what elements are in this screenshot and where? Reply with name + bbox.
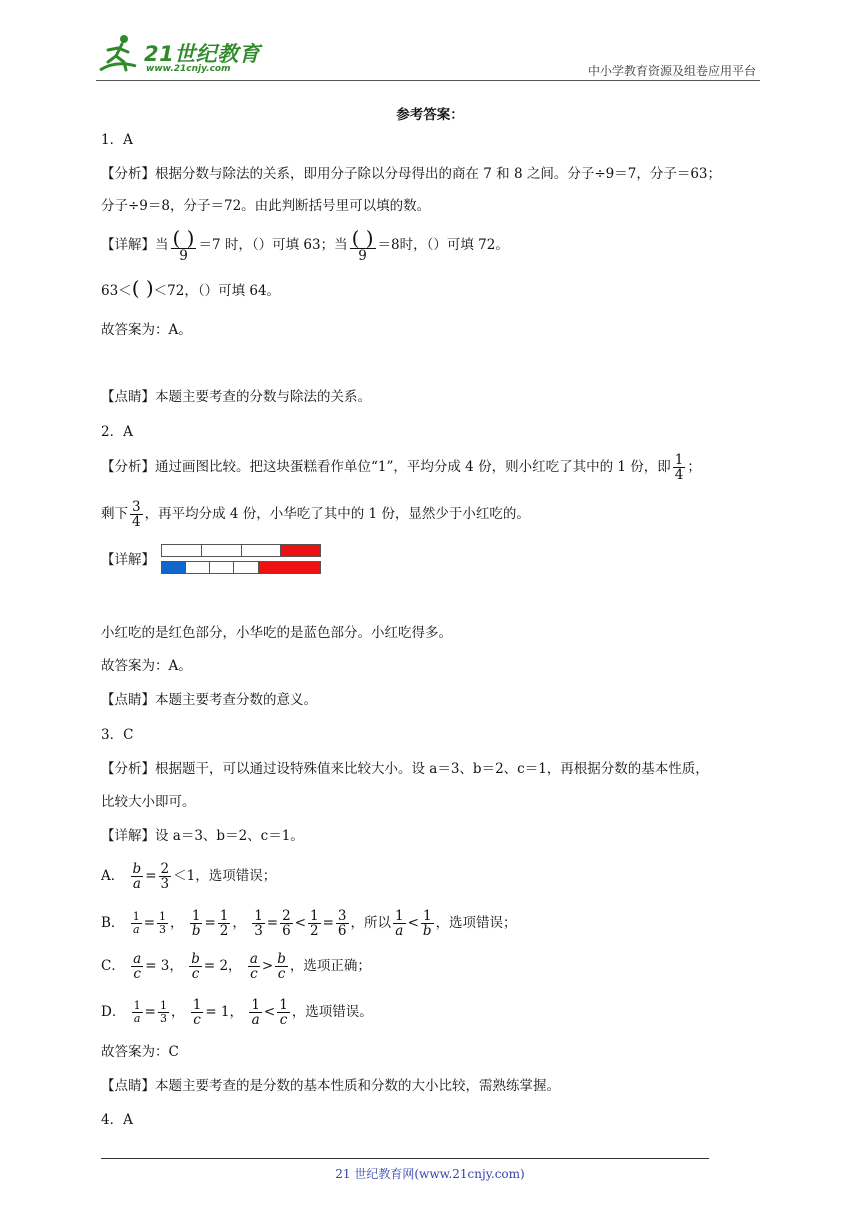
- q3-option-d-text: ，选项错误。: [291, 1004, 373, 1020]
- fraction-1-over-c: $\frac{1}{c}$: [192, 997, 202, 1028]
- q1-conclusion: 故答案为：A。: [101, 322, 192, 338]
- bar-segment: [242, 545, 282, 556]
- fraction-1-over-a-d: $\frac{1}{a}$: [133, 999, 141, 1025]
- fraction-b-over-a: $\frac{b}{a}$: [132, 861, 142, 892]
- q2-answer: 2．A: [101, 424, 133, 440]
- q2-quarter-num: 1: [674, 452, 684, 468]
- header-divider: [96, 80, 760, 81]
- q3-option-b: B． $\frac{1}{a}$ = $\frac{1}{3}$ ， $\frac{1}{b}$ = $\frac{1}{2}$ ， $\frac{1}{3}$ = $\frac{2}{6}$ < $\frac{1}{2}$ = $\frac{3}{6}$ ，所以 $\frac{1}{a}$ < $\frac{1}{b}$ ，选项错误；: [101, 908, 517, 939]
- q1-fraction-1-den: 9: [171, 248, 197, 263]
- fraction-b-over-c-b: $\frac{b}{c}$: [277, 951, 286, 982]
- q3-option-c-label: C．: [101, 958, 125, 974]
- q2-comment: 【点睛】本题主要考查分数的意义。: [101, 692, 317, 708]
- cake-diagram: [161, 544, 321, 578]
- xiaohong-bar: [161, 544, 321, 557]
- platform-label: 中小学教育资源及组卷应用平台: [587, 64, 756, 78]
- fraction-a-over-c-b: $\frac{a}{c}$: [249, 951, 258, 982]
- logo-url: www.21cnjy.com: [146, 64, 231, 74]
- q1-inequality: [101, 276, 281, 301]
- q3-option-d: D． $\frac{1}{a}$ = $\frac{1}{3}$ ， $\frac{1}{c}$ = 1， $\frac{1}{a}$ < $\frac{1}{c}$ ，选项错误。: [101, 997, 373, 1028]
- fraction-1-over-a-b: $\frac{1}{a}$: [395, 908, 404, 939]
- q2-fraction-three-quarter: [130, 500, 143, 529]
- q1-fraction-2: $\frac{( )}{9}$: [351, 225, 374, 264]
- fraction-1-over-c-b: $\frac{1}{c}$: [279, 997, 288, 1028]
- q3-analysis-line1: 【分析】根据题干，可以通过设特殊值来比较大小。设 a＝3、b＝2、c＝1，再根据分数的基本性质，: [101, 761, 709, 777]
- site-logo: [96, 32, 266, 78]
- fraction-b-over-c: $\frac{b}{c}$: [191, 951, 200, 982]
- q1-ineq-right: ＜72，（）可填 64。: [153, 283, 281, 299]
- q3-option-b-label: B．: [101, 915, 125, 931]
- q1-ineq-left: 63＜: [101, 283, 132, 299]
- q3-option-c-text: ，选项正确；: [289, 958, 371, 974]
- footer-text: 21 世纪教育网(www.21cnjy.com): [335, 1167, 525, 1181]
- footer-divider: [101, 1158, 709, 1159]
- bar-segment: [186, 562, 210, 573]
- bar-segment: [234, 562, 258, 573]
- page-title: 参考答案：: [396, 107, 464, 123]
- fraction-1-2-b: $\frac{1}{2}$: [310, 908, 319, 939]
- fraction-1-2: $\frac{1}{2}$: [219, 908, 229, 939]
- q3-analysis-line2: 比较大小即可。: [101, 794, 196, 810]
- q3-option-d-label: D．: [101, 1004, 126, 1020]
- q4-answer: 4．A: [101, 1112, 133, 1128]
- bar-segment: [202, 545, 242, 556]
- q2-fraction-quarter: [673, 453, 686, 482]
- bar-segment-red: [281, 545, 320, 556]
- q2-analysis-2b: ，再平均分成 4 份，小华吃了其中的 1 份，显然少于小红吃的。: [144, 506, 530, 522]
- xiaohua-bar: [161, 561, 321, 574]
- fraction-1-over-a-d2: $\frac{1}{a}$: [251, 997, 260, 1028]
- q3-comment: 【点睛】本题主要考查的是分数的基本性质和分数的大小比较，需熟练掌握。: [101, 1078, 560, 1094]
- fraction-1-over-b-b: $\frac{1}{b}$: [422, 908, 432, 939]
- q1-fraction-2-den: 9: [350, 248, 376, 263]
- q2-three-quarter-num: 3: [132, 499, 141, 515]
- bar-segment-blue-cell: [162, 562, 186, 573]
- q1-answer: 1．A: [101, 132, 133, 148]
- q1-analysis-line1: 【分析】根据分数与除法的关系，即用分子除以分母得出的商在 7 和 8 之间。分子÷9＝7，分子＝63；: [101, 166, 722, 182]
- q3-option-a-label: A．: [101, 868, 125, 884]
- fraction-1-over-b: $\frac{1}{b}$: [191, 908, 201, 939]
- fraction-3-6: $\frac{3}{6}$: [337, 908, 347, 939]
- q2-quarter-den: 4: [674, 467, 684, 483]
- q2-three-quarter-den: 4: [132, 514, 141, 530]
- q1-detail: [101, 225, 509, 264]
- fraction-1-3-d: $\frac{1}{3}$: [159, 999, 167, 1025]
- q1-analysis-line2: 分子÷9＝8，分子＝72。由此判断括号里可以填的数。: [101, 198, 431, 214]
- q1-blank: ( ): [131, 276, 154, 300]
- q3-option-b-text: ，选项错误；: [435, 915, 517, 931]
- q2-detail-label: 【详解】: [101, 552, 155, 568]
- q3-option-a-text: ＜1，选项错误；: [173, 868, 277, 884]
- q3-option-b-mid: 所以: [364, 915, 391, 931]
- q1-detail-c: ＝8时，（）可填 72。: [377, 237, 509, 253]
- runner-logo-icon: [96, 32, 142, 76]
- fraction-2-6: $\frac{2}{6}$: [282, 908, 291, 939]
- q2-analysis-line2: [101, 497, 530, 531]
- q2-explain: 小红吃的是红色部分，小华吃的是蓝色部分。小红吃得多。: [101, 625, 452, 641]
- q3-conclusion: 故答案为：C: [101, 1044, 179, 1060]
- q2-conclusion: 故答案为：A。: [101, 658, 192, 674]
- bar-segment: [210, 562, 234, 573]
- q3-option-c: C． $\frac{a}{c}$ = 3， $\frac{b}{c}$ = 2， $\frac{a}{c}$ > $\frac{b}{c}$ ，选项正确；: [101, 951, 371, 982]
- q2-analysis-1b: ；: [687, 459, 701, 475]
- logo-text: 21世纪教育: [144, 42, 261, 66]
- fraction-1-3: $\frac{1}{3}$: [159, 910, 167, 936]
- q3-option-a: A． $\frac{b}{a}$ = $\frac{2}{3}$ ＜1，选项错误；: [101, 861, 277, 892]
- q2-analysis-line1: [101, 450, 701, 484]
- fraction-a-over-c: $\frac{a}{c}$: [133, 951, 142, 982]
- fraction-1-over-a: $\frac{1}{a}$: [132, 910, 140, 936]
- bar-segment: [162, 545, 202, 556]
- q2-analysis-2a: 剩下: [101, 506, 128, 522]
- fraction-2-3: $\frac{2}{3}$: [160, 861, 170, 892]
- fraction-1-3-b: $\frac{1}{3}$: [254, 908, 263, 939]
- q1-fraction-1: $\frac{( )}{9}$: [172, 225, 195, 264]
- q2-analysis-1a: 【分析】通过画图比较。把这块蛋糕看作单位“1”，平均分成 4 份，则小红吃了其中的 1 份，即: [101, 459, 671, 475]
- bar-segment-blue: [162, 562, 185, 573]
- q1-detail-a: 【详解】当: [101, 237, 169, 253]
- q1-comment: 【点睛】本题主要考查的分数与除法的关系。: [101, 389, 371, 405]
- q3-answer: 3．C: [101, 727, 134, 743]
- bar-segment-red: [259, 562, 321, 573]
- q3-detail: 【详解】设 a＝3、b＝2、c＝1。: [101, 828, 304, 844]
- q1-detail-b: ＝7 时，（）可填 63；当: [198, 237, 348, 253]
